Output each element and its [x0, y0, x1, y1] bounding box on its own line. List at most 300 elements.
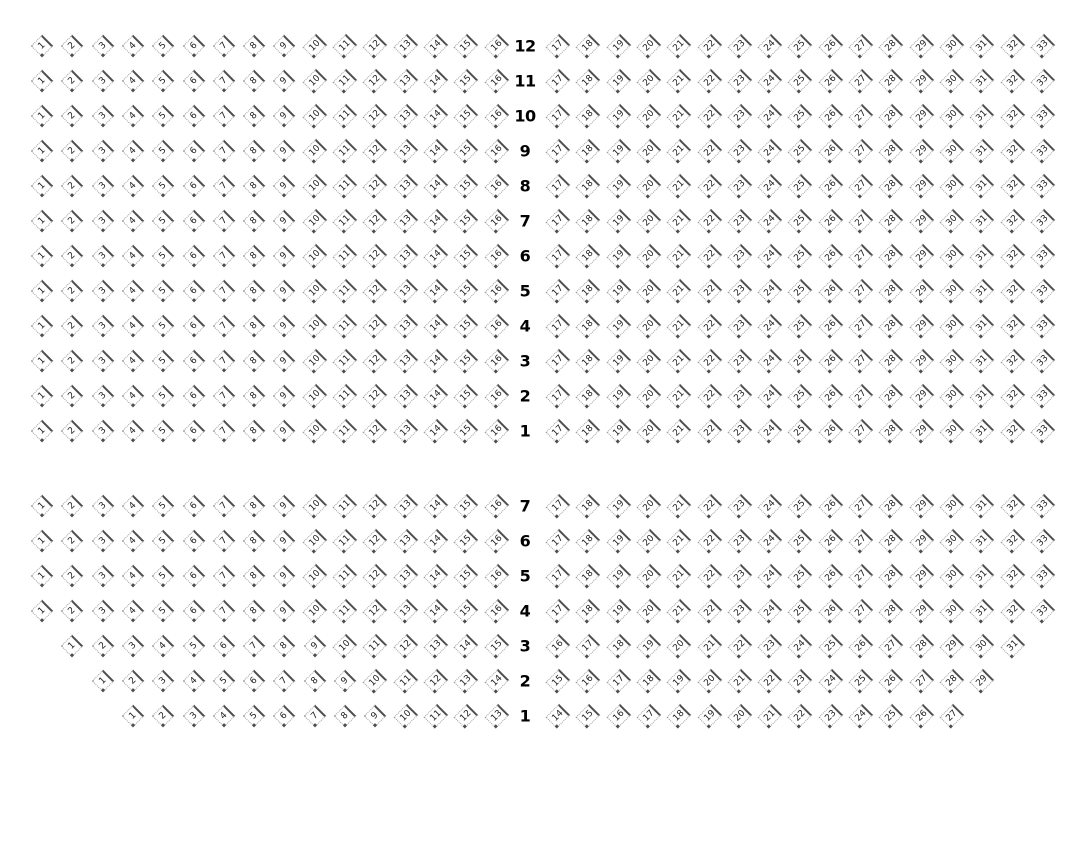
seat[interactable]: 23	[727, 278, 752, 303]
seat[interactable]: 30	[939, 418, 964, 443]
seat[interactable]: 2	[61, 105, 84, 128]
seat[interactable]: 24	[818, 668, 843, 693]
seat[interactable]: 16	[484, 278, 509, 303]
seat[interactable]: 21	[758, 703, 783, 728]
seat[interactable]: 25	[788, 493, 813, 518]
seat[interactable]: 8	[243, 530, 266, 553]
seat[interactable]: 21	[667, 528, 692, 553]
seat[interactable]: 5	[152, 105, 175, 128]
seat[interactable]: 23	[727, 563, 752, 588]
seat[interactable]: 17	[545, 243, 570, 268]
seat[interactable]: 1	[61, 635, 84, 658]
seat[interactable]: 15	[454, 598, 479, 623]
seat[interactable]: 22	[727, 633, 752, 658]
seat[interactable]: 23	[727, 418, 752, 443]
seat[interactable]: 33	[1030, 173, 1055, 198]
seat[interactable]: 14	[423, 138, 448, 163]
seat[interactable]: 8	[243, 350, 266, 373]
seat[interactable]: 10	[302, 383, 327, 408]
seat[interactable]: 19	[606, 278, 631, 303]
seat[interactable]: 5	[152, 280, 175, 303]
seat[interactable]: 15	[454, 68, 479, 93]
seat[interactable]: 26	[818, 243, 843, 268]
seat[interactable]: 26	[818, 598, 843, 623]
seat[interactable]: 20	[636, 383, 661, 408]
seat[interactable]: 18	[606, 633, 631, 658]
seat[interactable]: 2	[61, 280, 84, 303]
seat[interactable]: 13	[423, 633, 448, 658]
seat[interactable]: 3	[182, 705, 205, 728]
seat[interactable]: 26	[818, 313, 843, 338]
seat[interactable]: 12	[363, 313, 388, 338]
seat[interactable]: 29	[939, 633, 964, 658]
seat[interactable]: 32	[1000, 138, 1025, 163]
seat[interactable]: 1	[31, 530, 54, 553]
seat[interactable]: 26	[818, 103, 843, 128]
seat[interactable]: 28	[879, 598, 904, 623]
seat[interactable]: 29	[909, 563, 934, 588]
seat[interactable]: 25	[788, 598, 813, 623]
seat[interactable]: 17	[545, 33, 570, 58]
seat[interactable]: 7	[212, 105, 235, 128]
seat[interactable]: 27	[848, 598, 873, 623]
seat[interactable]: 6	[182, 530, 205, 553]
seat[interactable]: 22	[697, 598, 722, 623]
seat[interactable]: 10	[302, 313, 327, 338]
seat[interactable]: 23	[818, 703, 843, 728]
seat[interactable]: 24	[758, 103, 783, 128]
seat[interactable]: 11	[332, 173, 357, 198]
seat[interactable]: 7	[212, 530, 235, 553]
seat[interactable]: 25	[788, 563, 813, 588]
seat[interactable]: 9	[273, 420, 296, 443]
seat[interactable]: 28	[879, 528, 904, 553]
seat[interactable]: 27	[848, 383, 873, 408]
seat[interactable]: 31	[970, 528, 995, 553]
seat[interactable]: 5	[152, 210, 175, 233]
seat[interactable]: 4	[122, 315, 145, 338]
seat[interactable]: 9	[273, 35, 296, 58]
seat[interactable]: 4	[122, 530, 145, 553]
seat[interactable]: 22	[697, 243, 722, 268]
seat[interactable]: 33	[1030, 528, 1055, 553]
seat[interactable]: 16	[545, 633, 570, 658]
seat[interactable]: 1	[31, 600, 54, 623]
seat[interactable]: 21	[697, 633, 722, 658]
seat[interactable]: 11	[332, 348, 357, 373]
seat[interactable]: 10	[302, 418, 327, 443]
seat[interactable]: 30	[939, 173, 964, 198]
seat[interactable]: 8	[243, 175, 266, 198]
seat[interactable]: 18	[576, 348, 601, 373]
seat[interactable]: 9	[273, 600, 296, 623]
seat[interactable]: 6	[182, 350, 205, 373]
seat[interactable]: 7	[212, 385, 235, 408]
seat[interactable]: 20	[636, 278, 661, 303]
seat[interactable]: 29	[909, 33, 934, 58]
seat[interactable]: 1	[31, 210, 54, 233]
seat[interactable]: 8	[243, 600, 266, 623]
seat[interactable]: 14	[423, 348, 448, 373]
seat[interactable]: 6	[182, 175, 205, 198]
seat[interactable]: 6	[182, 105, 205, 128]
seat[interactable]: 28	[879, 313, 904, 338]
seat[interactable]: 15	[454, 313, 479, 338]
seat[interactable]: 29	[909, 598, 934, 623]
seat[interactable]: 20	[636, 418, 661, 443]
seat[interactable]: 20	[636, 33, 661, 58]
seat[interactable]: 31	[970, 173, 995, 198]
seat[interactable]: 17	[545, 208, 570, 233]
seat[interactable]: 28	[879, 243, 904, 268]
seat[interactable]: 1	[31, 140, 54, 163]
seat[interactable]: 17	[576, 633, 601, 658]
seat[interactable]: 5	[152, 600, 175, 623]
seat[interactable]: 3	[91, 105, 114, 128]
seat[interactable]: 30	[939, 138, 964, 163]
seat[interactable]: 30	[939, 348, 964, 373]
seat[interactable]: 9	[273, 280, 296, 303]
seat[interactable]: 29	[909, 103, 934, 128]
seat[interactable]: 6	[182, 210, 205, 233]
seat[interactable]: 15	[454, 208, 479, 233]
seat[interactable]: 25	[788, 138, 813, 163]
seat[interactable]: 22	[697, 418, 722, 443]
seat[interactable]: 1	[31, 420, 54, 443]
seat[interactable]: 11	[332, 138, 357, 163]
seat[interactable]: 8	[243, 385, 266, 408]
seat[interactable]: 21	[667, 138, 692, 163]
seat[interactable]: 2	[61, 600, 84, 623]
seat[interactable]: 6	[182, 495, 205, 518]
seat[interactable]: 13	[393, 68, 418, 93]
seat[interactable]: 17	[545, 103, 570, 128]
seat[interactable]: 6	[273, 705, 296, 728]
seat[interactable]: 2	[61, 350, 84, 373]
seat[interactable]: 27	[848, 348, 873, 373]
seat[interactable]: 13	[393, 418, 418, 443]
seat[interactable]: 25	[788, 418, 813, 443]
seat[interactable]: 19	[667, 668, 692, 693]
seat[interactable]: 25	[818, 633, 843, 658]
seat[interactable]: 30	[939, 278, 964, 303]
seat[interactable]: 28	[879, 173, 904, 198]
seat[interactable]: 32	[1000, 243, 1025, 268]
seat[interactable]: 31	[970, 418, 995, 443]
seat[interactable]: 11	[393, 668, 418, 693]
seat[interactable]: 4	[122, 210, 145, 233]
seat[interactable]: 13	[393, 33, 418, 58]
seat[interactable]: 25	[788, 208, 813, 233]
seat[interactable]: 7	[212, 245, 235, 268]
seat[interactable]: 10	[393, 703, 418, 728]
seat[interactable]: 31	[970, 493, 995, 518]
seat[interactable]: 23	[727, 33, 752, 58]
seat[interactable]: 30	[939, 528, 964, 553]
seat[interactable]: 32	[1000, 348, 1025, 373]
seat[interactable]: 13	[393, 528, 418, 553]
seat[interactable]: 29	[909, 313, 934, 338]
seat[interactable]: 12	[363, 173, 388, 198]
seat[interactable]: 31	[970, 138, 995, 163]
seat[interactable]: 33	[1030, 598, 1055, 623]
seat[interactable]: 2	[61, 315, 84, 338]
seat[interactable]: 26	[818, 348, 843, 373]
seat[interactable]: 22	[697, 348, 722, 373]
seat[interactable]: 13	[393, 598, 418, 623]
seat[interactable]: 22	[697, 173, 722, 198]
seat[interactable]: 13	[393, 563, 418, 588]
seat[interactable]: 26	[818, 383, 843, 408]
seat[interactable]: 4	[122, 105, 145, 128]
seat[interactable]: 6	[182, 140, 205, 163]
seat[interactable]: 16	[484, 103, 509, 128]
seat[interactable]: 26	[818, 33, 843, 58]
seat[interactable]: 2	[61, 385, 84, 408]
seat[interactable]: 8	[243, 565, 266, 588]
seat[interactable]: 14	[545, 703, 570, 728]
seat[interactable]: 19	[606, 103, 631, 128]
seat[interactable]: 32	[1000, 208, 1025, 233]
seat[interactable]: 1	[31, 175, 54, 198]
seat[interactable]: 16	[484, 33, 509, 58]
seat[interactable]: 17	[545, 493, 570, 518]
seat[interactable]: 31	[970, 68, 995, 93]
seat[interactable]: 4	[122, 175, 145, 198]
seat[interactable]: 14	[423, 33, 448, 58]
seat[interactable]: 26	[848, 633, 873, 658]
seat[interactable]: 6	[182, 385, 205, 408]
seat[interactable]: 16	[484, 528, 509, 553]
seat[interactable]: 24	[758, 33, 783, 58]
seat[interactable]: 8	[243, 280, 266, 303]
seat[interactable]: 11	[332, 208, 357, 233]
seat[interactable]: 13	[393, 493, 418, 518]
seat[interactable]: 31	[970, 348, 995, 373]
seat[interactable]: 25	[788, 173, 813, 198]
seat[interactable]: 18	[576, 418, 601, 443]
seat[interactable]: 22	[697, 563, 722, 588]
seat[interactable]: 21	[667, 383, 692, 408]
seat[interactable]: 7	[212, 140, 235, 163]
seat[interactable]: 33	[1030, 243, 1055, 268]
seat[interactable]: 2	[122, 670, 145, 693]
seat[interactable]: 16	[484, 68, 509, 93]
seat[interactable]: 6	[182, 245, 205, 268]
seat[interactable]: 3	[91, 565, 114, 588]
seat[interactable]: 10	[302, 493, 327, 518]
seat[interactable]: 10	[302, 278, 327, 303]
seat[interactable]: 27	[848, 563, 873, 588]
seat[interactable]: 6	[182, 280, 205, 303]
seat[interactable]: 18	[576, 103, 601, 128]
seat[interactable]: 3	[91, 495, 114, 518]
seat[interactable]: 4	[212, 705, 235, 728]
seat[interactable]: 16	[484, 138, 509, 163]
seat[interactable]: 9	[273, 565, 296, 588]
seat[interactable]: 20	[636, 563, 661, 588]
seat[interactable]: 1	[31, 70, 54, 93]
seat[interactable]: 33	[1030, 563, 1055, 588]
seat[interactable]: 7	[212, 495, 235, 518]
seat[interactable]: 27	[848, 68, 873, 93]
seat[interactable]: 18	[576, 68, 601, 93]
seat[interactable]: 1	[31, 565, 54, 588]
seat[interactable]: 12	[363, 103, 388, 128]
seat[interactable]: 16	[484, 418, 509, 443]
seat[interactable]: 25	[788, 383, 813, 408]
seat[interactable]: 10	[332, 633, 357, 658]
seat[interactable]: 27	[848, 278, 873, 303]
seat[interactable]: 1	[31, 245, 54, 268]
seat[interactable]: 5	[152, 565, 175, 588]
seat[interactable]: 29	[909, 243, 934, 268]
seat[interactable]: 3	[91, 35, 114, 58]
seat[interactable]: 19	[606, 348, 631, 373]
seat[interactable]: 7	[273, 670, 296, 693]
seat[interactable]: 18	[576, 173, 601, 198]
seat[interactable]: 22	[697, 68, 722, 93]
seat[interactable]: 14	[423, 383, 448, 408]
seat[interactable]: 8	[334, 705, 357, 728]
seat[interactable]: 13	[393, 348, 418, 373]
seat[interactable]: 27	[848, 493, 873, 518]
seat[interactable]: 31	[970, 33, 995, 58]
seat[interactable]: 27	[848, 528, 873, 553]
seat[interactable]: 22	[697, 33, 722, 58]
seat[interactable]: 24	[758, 348, 783, 373]
seat[interactable]: 10	[302, 103, 327, 128]
seat[interactable]: 19	[606, 383, 631, 408]
seat[interactable]: 9	[273, 315, 296, 338]
seat[interactable]: 5	[152, 35, 175, 58]
seat[interactable]: 33	[1030, 278, 1055, 303]
seat[interactable]: 30	[939, 243, 964, 268]
seat[interactable]: 28	[879, 138, 904, 163]
seat[interactable]: 5	[243, 705, 266, 728]
seat[interactable]: 21	[667, 208, 692, 233]
seat[interactable]: 8	[243, 495, 266, 518]
seat[interactable]: 6	[182, 35, 205, 58]
seat[interactable]: 1	[122, 705, 145, 728]
seat[interactable]: 12	[363, 138, 388, 163]
seat[interactable]: 33	[1030, 103, 1055, 128]
seat[interactable]: 25	[788, 243, 813, 268]
seat[interactable]: 17	[545, 563, 570, 588]
seat[interactable]: 11	[332, 383, 357, 408]
seat[interactable]: 7	[212, 280, 235, 303]
seat[interactable]: 10	[302, 243, 327, 268]
seat[interactable]: 19	[606, 418, 631, 443]
seat[interactable]: 14	[423, 68, 448, 93]
seat[interactable]: 23	[788, 668, 813, 693]
seat[interactable]: 33	[1030, 208, 1055, 233]
seat[interactable]: 8	[243, 420, 266, 443]
seat[interactable]: 19	[606, 33, 631, 58]
seat[interactable]: 7	[243, 635, 266, 658]
seat[interactable]: 29	[970, 668, 995, 693]
seat[interactable]: 15	[454, 528, 479, 553]
seat[interactable]: 13	[484, 703, 509, 728]
seat[interactable]: 8	[273, 635, 296, 658]
seat[interactable]: 14	[423, 278, 448, 303]
seat[interactable]: 5	[152, 530, 175, 553]
seat[interactable]: 16	[484, 173, 509, 198]
seat[interactable]: 32	[1000, 173, 1025, 198]
seat[interactable]: 11	[332, 243, 357, 268]
seat[interactable]: 9	[303, 635, 326, 658]
seat[interactable]: 5	[152, 245, 175, 268]
seat[interactable]: 28	[879, 348, 904, 373]
seat[interactable]: 11	[332, 418, 357, 443]
seat[interactable]: 9	[273, 140, 296, 163]
seat[interactable]: 14	[454, 633, 479, 658]
seat[interactable]: 6	[243, 670, 266, 693]
seat[interactable]: 30	[939, 33, 964, 58]
seat[interactable]: 1	[31, 385, 54, 408]
seat[interactable]: 18	[576, 33, 601, 58]
seat[interactable]: 25	[788, 68, 813, 93]
seat[interactable]: 10	[302, 68, 327, 93]
seat[interactable]: 23	[727, 528, 752, 553]
seat[interactable]: 30	[939, 383, 964, 408]
seat[interactable]: 12	[363, 598, 388, 623]
seat[interactable]: 31	[970, 383, 995, 408]
seat[interactable]: 17	[545, 418, 570, 443]
seat[interactable]: 9	[273, 105, 296, 128]
seat[interactable]: 12	[363, 68, 388, 93]
seat[interactable]: 32	[1000, 103, 1025, 128]
seat[interactable]: 31	[970, 208, 995, 233]
seat[interactable]: 11	[332, 313, 357, 338]
seat[interactable]: 25	[788, 313, 813, 338]
seat[interactable]: 7	[303, 705, 326, 728]
seat[interactable]: 3	[91, 315, 114, 338]
seat[interactable]: 8	[243, 315, 266, 338]
seat[interactable]: 2	[152, 705, 175, 728]
seat[interactable]: 23	[727, 138, 752, 163]
seat[interactable]: 10	[302, 33, 327, 58]
seat[interactable]: 30	[939, 598, 964, 623]
seat[interactable]: 15	[545, 668, 570, 693]
seat[interactable]: 10	[302, 563, 327, 588]
seat[interactable]: 7	[212, 600, 235, 623]
seat[interactable]: 24	[758, 243, 783, 268]
seat[interactable]: 14	[423, 243, 448, 268]
seat[interactable]: 28	[879, 278, 904, 303]
seat[interactable]: 11	[332, 33, 357, 58]
seat[interactable]: 23	[758, 633, 783, 658]
seat[interactable]: 19	[606, 208, 631, 233]
seat[interactable]: 21	[667, 33, 692, 58]
seat[interactable]: 19	[606, 563, 631, 588]
seat[interactable]: 27	[848, 138, 873, 163]
seat[interactable]: 8	[243, 210, 266, 233]
seat[interactable]: 23	[727, 68, 752, 93]
seat[interactable]: 5	[152, 140, 175, 163]
seat[interactable]: 3	[122, 635, 145, 658]
seat[interactable]: 20	[636, 103, 661, 128]
seat[interactable]: 24	[848, 703, 873, 728]
seat[interactable]: 29	[909, 493, 934, 518]
seat[interactable]: 1	[31, 280, 54, 303]
seat[interactable]: 14	[423, 103, 448, 128]
seat[interactable]: 18	[576, 383, 601, 408]
seat[interactable]: 33	[1030, 418, 1055, 443]
seat[interactable]: 29	[909, 173, 934, 198]
seat[interactable]: 24	[758, 418, 783, 443]
seat[interactable]: 22	[697, 278, 722, 303]
